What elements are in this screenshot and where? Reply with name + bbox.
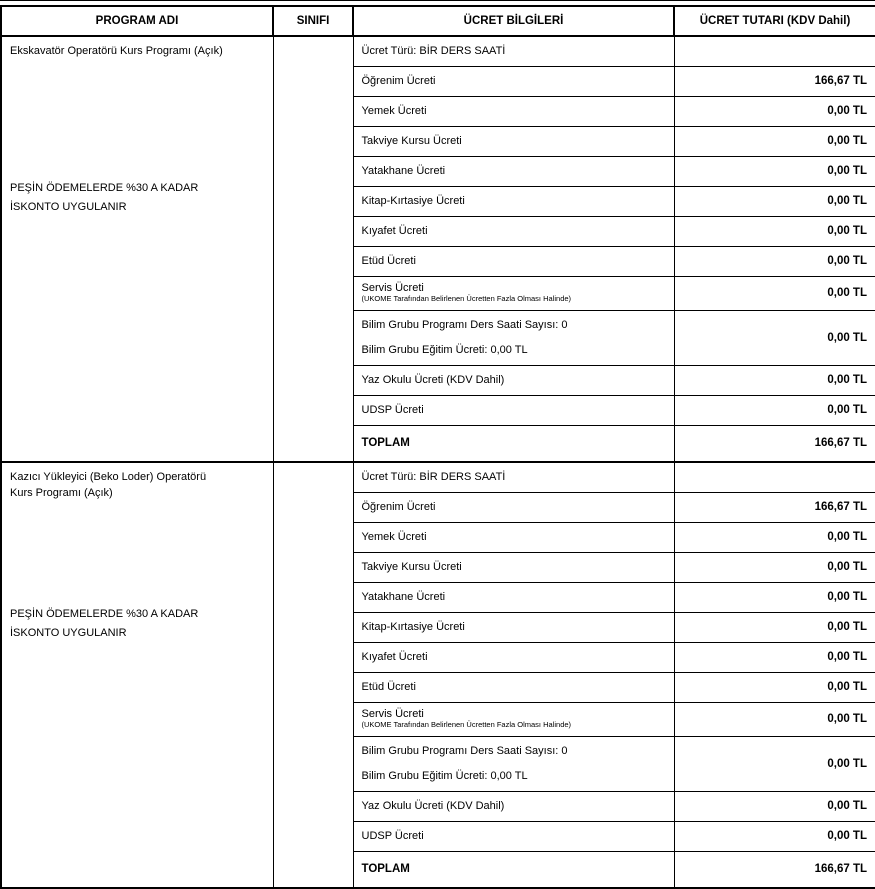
fee-amount-cell: 0,00 TL	[674, 672, 875, 702]
fee-label: Servis Ücreti	[361, 282, 424, 295]
fee-amount-cell: 0,00 TL	[674, 310, 875, 365]
fee-label-cell	[353, 672, 674, 702]
program-name	[10, 44, 265, 60]
fee-label-cell	[353, 821, 674, 851]
fee-label-cell	[353, 492, 674, 522]
discount-note-line: PEŞİN ÖDEMELERDE %30 A KADAR	[10, 182, 199, 194]
fee-amount-cell: 166,67 TL	[674, 492, 875, 522]
fee-amount-cell: 0,00 TL	[674, 395, 875, 425]
fee-label-cell	[353, 851, 674, 888]
program-cell	[1, 462, 273, 888]
fee-label-cell	[353, 310, 674, 365]
fee-label: Yemek Ücreti	[361, 531, 427, 543]
program-name-line: Kurs Programı (Açık)	[10, 486, 113, 499]
fee-label-line2: Bilim Grubu Eğitim Ücreti: 0,00 TL	[361, 770, 528, 782]
fee-label-cell	[353, 462, 674, 492]
fee-label: Yatakhane Ücreti	[361, 591, 446, 603]
fee-label: TOPLAM	[361, 437, 410, 450]
discount-note-line: İSKONTO UYGULANIR	[10, 201, 127, 214]
fee-label: Kitap-Kırtasiye Ücreti	[361, 195, 465, 207]
fee-label-cell	[353, 612, 674, 642]
fee-label-cell	[353, 246, 674, 276]
fee-label: UDSP Ücreti	[361, 404, 424, 416]
fee-label: Öğrenim Ücreti	[361, 75, 436, 87]
fee-amount-cell: 166,67 TL	[674, 66, 875, 96]
fee-label-cell	[353, 126, 674, 156]
fee-amount-cell: 0,00 TL	[674, 276, 875, 310]
fee-label-cell	[353, 791, 674, 821]
program-name	[10, 470, 265, 502]
fee-amount-cell: 0,00 TL	[674, 642, 875, 672]
column-header-ucret-bilgileri: ÜCRET BİLGİLERİ	[353, 6, 674, 36]
fee-amount-cell: 0,00 TL	[674, 156, 875, 186]
fee-label-cell	[353, 365, 674, 395]
fee-label: Ücret Türü: BİR DERS SAATİ	[361, 45, 506, 58]
discount-note	[10, 605, 267, 644]
fee-amount-cell: 0,00 TL	[674, 702, 875, 736]
sinifi-cell	[273, 36, 353, 462]
fee-label-cell	[353, 522, 674, 552]
fee-amount-cell: 0,00 TL	[674, 582, 875, 612]
fee-amount-cell: 0,00 TL	[674, 522, 875, 552]
column-header-ucret-tutari: ÜCRET TUTARI (KDV Dahil)	[674, 6, 875, 36]
fee-label-cell	[353, 642, 674, 672]
fee-amount-cell: 0,00 TL	[674, 365, 875, 395]
fee-amount-cell: 0,00 TL	[674, 821, 875, 851]
fee-amount-cell: 0,00 TL	[674, 96, 875, 126]
fee-label: Etüd Ücreti	[361, 681, 416, 693]
fee-amount-cell: 166,67 TL	[674, 425, 875, 462]
fee-sublabel: (UKOME Tarafından Belirlenen Ücretten Fazla Olması Halinde)	[361, 720, 572, 730]
fee-amount-cell: 0,00 TL	[674, 791, 875, 821]
fee-amount-cell: 0,00 TL	[674, 216, 875, 246]
fee-amount-cell: 0,00 TL	[674, 552, 875, 582]
fee-label-cell	[353, 186, 674, 216]
fee-label-cell	[353, 96, 674, 126]
fee-label-cell	[353, 736, 674, 791]
fee-label-cell	[353, 582, 674, 612]
fee-table-body	[1, 36, 875, 888]
discount-note-line: İSKONTO UYGULANIR	[10, 627, 127, 640]
fee-label: Takviye Kursu Ücreti	[361, 135, 462, 147]
column-header-program-adi: PROGRAM ADI	[1, 6, 273, 36]
fee-label-cell	[353, 276, 674, 310]
fee-row-ucret-turu	[1, 36, 875, 66]
fee-label: Ücret Türü: BİR DERS SAATİ	[361, 471, 506, 484]
fee-label: Bilim Grubu Programı Ders Saati Sayısı: 0	[361, 745, 568, 757]
fee-label-cell	[353, 552, 674, 582]
fee-label: Yemek Ücreti	[361, 105, 427, 117]
fee-row-ucret-turu	[1, 462, 875, 492]
fee-label: Yaz Okulu Ücreti (KDV Dahil)	[361, 800, 505, 812]
discount-note-line: PEŞİN ÖDEMELERDE %30 A KADAR	[10, 608, 199, 620]
fee-label: Servis Ücreti	[361, 708, 424, 721]
fee-label: Kıyafet Ücreti	[361, 225, 428, 237]
program-fee-table	[0, 5, 875, 889]
fee-amount-cell: 0,00 TL	[674, 736, 875, 791]
fee-amount-cell: 166,67 TL	[674, 851, 875, 888]
fee-label-cell	[353, 702, 674, 736]
column-header-sinifi: SINIFI	[273, 6, 353, 36]
fee-label: Öğrenim Ücreti	[361, 501, 436, 513]
fee-amount-cell: 0,00 TL	[674, 612, 875, 642]
fee-label-cell	[353, 425, 674, 462]
fee-label-cell	[353, 66, 674, 96]
discount-note	[10, 179, 267, 218]
fee-label: Yaz Okulu Ücreti (KDV Dahil)	[361, 374, 505, 386]
fee-amount-cell: 0,00 TL	[674, 186, 875, 216]
fee-label: Kitap-Kırtasiye Ücreti	[361, 621, 465, 633]
fee-label: UDSP Ücreti	[361, 830, 424, 842]
fee-label-cell	[353, 216, 674, 246]
fee-table-header	[1, 6, 875, 36]
program-name-line: Kazıcı Yükleyici (Beko Loder) Operatörü	[10, 471, 207, 483]
sinifi-cell	[273, 462, 353, 888]
fee-amount-cell: 0,00 TL	[674, 126, 875, 156]
program-name-line: Ekskavatör Operatörü Kurs Programı (Açık)	[10, 45, 223, 57]
fee-label-cell	[353, 36, 674, 66]
header-row	[1, 6, 875, 36]
fee-amount-cell	[674, 462, 875, 492]
fee-amount-cell: 0,00 TL	[674, 246, 875, 276]
fee-amount-cell	[674, 36, 875, 66]
fee-label: Yatakhane Ücreti	[361, 165, 446, 177]
fee-label-cell	[353, 395, 674, 425]
fee-label: TOPLAM	[361, 863, 410, 876]
fee-label: Takviye Kursu Ücreti	[361, 561, 462, 573]
fee-label-line2: Bilim Grubu Eğitim Ücreti: 0,00 TL	[361, 344, 528, 356]
fee-label: Bilim Grubu Programı Ders Saati Sayısı: 0	[361, 319, 568, 331]
fee-label-cell	[353, 156, 674, 186]
program-cell	[1, 36, 273, 462]
fee-label: Kıyafet Ücreti	[361, 651, 428, 663]
fee-label: Etüd Ücreti	[361, 255, 416, 267]
fee-sublabel: (UKOME Tarafından Belirlenen Ücretten Fazla Olması Halinde)	[361, 294, 572, 304]
